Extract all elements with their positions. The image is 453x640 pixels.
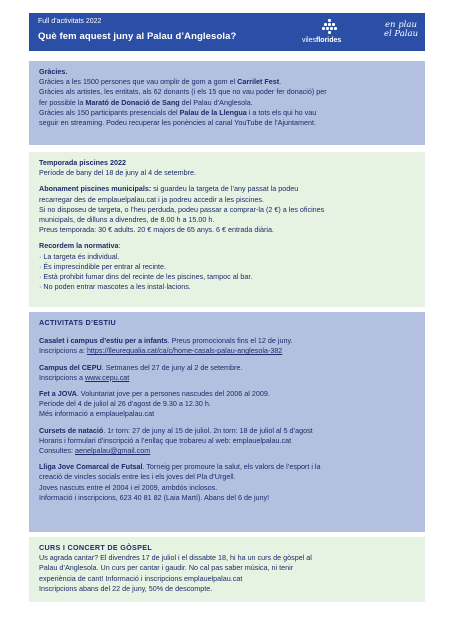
casalet-title: Casalet i campus d’estiu per a infants. Preus promocionals fins el 12 de juny. bbox=[39, 336, 293, 346]
futsal-line-3: Joves nascuts entre el 2004 i el 2009, ambdós inclosos. bbox=[39, 482, 218, 492]
gospel-line-4: Inscripcions abans del 22 de juny, 50% de descompte. bbox=[39, 583, 213, 593]
gracies-line-4: Gràcies als 150 participants presencials del Palau de la Llengua i a tots els qui ho vau bbox=[39, 107, 317, 117]
gospel-line-1: Us agrada cantar? El divendres 17 de juliol i el dissabte 18, hi ha un curs de gòspel al bbox=[39, 553, 312, 563]
cepu-title: Campus del CEPU. Setmanes del 27 de juny al 2 de setembre. bbox=[39, 362, 243, 372]
normativa-rule: · Està prohibit fumar dins del recinte de les piscines, tampoc al bar. bbox=[39, 272, 253, 282]
normativa-rule: · És imprescindible per entrar al recinte. bbox=[39, 261, 167, 271]
gospel-heading: CURS I CONCERT DE GÒSPEL bbox=[39, 543, 153, 552]
abonament-line-2: recarregar des de emplauelpalau.cat i ja podreu accedir a les piscines. bbox=[39, 194, 264, 204]
gospel-line-2: Palau d’Anglesola. Un curs per cantar i gaudir. No cal pas saber música, ni tenir bbox=[39, 563, 294, 573]
piscines-section bbox=[29, 152, 425, 307]
natacio-title: Cursets de natació. 1r torn: 27 de juny al 15 de juliol. 2n torn: 18 de juliol al 5 d’agost bbox=[39, 425, 313, 435]
header-kicker: Full d’activitats 2022 bbox=[38, 18, 102, 25]
abonament-line-4: municipals, de dilluns a divendres, de 8.00 h a 15.00 h. bbox=[39, 215, 215, 225]
piscines-heading: Temporada piscines 2022 bbox=[39, 158, 126, 167]
casalet-link[interactable]: https://lleurequalia.cat/ca/c/home-casals-palau-anglesola-382 bbox=[86, 346, 283, 356]
abonament-line-3: Si no disposeu de targeta, o l’heu perduda, podeu passar a comprar-la (2 €) a les oficines bbox=[39, 204, 325, 214]
natacio-email-link[interactable]: aenelpalau@gmail.com bbox=[74, 446, 151, 456]
gracies-heading: Gràcies. bbox=[39, 67, 68, 76]
jova-period: Període del 4 de juliol al 26 d’agost de 9.30 a 12.30 h. bbox=[39, 399, 211, 409]
flower-grid-icon bbox=[322, 19, 338, 35]
futsal-title: Lliga Jove Comarcal de Futsal. Torneig per promoure la salut, els valors de l’esport i la bbox=[39, 462, 321, 472]
jova-title: Fet a JOVA. Voluntariat jove per a persones nascudes del 2006 al 2009. bbox=[39, 389, 270, 399]
casalet-inscripcions: Inscripcions a: https://lleurequalia.cat/ca/c/home-casals-palau-anglesola-382 bbox=[39, 346, 283, 356]
abonament-prices: Preus temporada: 30 € adults. 20 € majors de 65 anys. 6 € entrada diària. bbox=[39, 225, 274, 235]
gospel-line-3: experiència de cant! Informació i inscripcions emplauelpalau.cat bbox=[39, 573, 243, 583]
gracies-line-2: Gràcies als artistes, les entitats, als 62 donants (i els 15 que no vau poder fer donació) per bbox=[39, 87, 327, 97]
gospel-section bbox=[29, 537, 425, 602]
natacio-horaris: Horaris i formulari d’inscripció a l’enllaç que trobareu al web: emplauelpalau.cat bbox=[39, 435, 292, 445]
gracies-line-5: seguir en streaming. Podeu recuperar les ponències al canal YouTube de l’Ajuntament. bbox=[39, 118, 317, 128]
page-header bbox=[29, 13, 425, 51]
normativa-rule: · No poden entrar mascotes a les instal·lacions. bbox=[39, 282, 191, 292]
jova-info: Més informació a emplauelpalau.cat bbox=[39, 409, 155, 419]
piscines-period: Període de bany del 18 de juny al 4 de setembre. bbox=[39, 168, 197, 178]
futsal-line-4: Informació i inscripcions, 623 40 81 82 (Laia Martí). Abans del 6 de juny! bbox=[39, 492, 270, 502]
natacio-consultes: Consultes: aenelpalau@gmail.com bbox=[39, 446, 151, 456]
futsal-line-2: creació de vincles socials entre les i els joves del Pla d’Urgell. bbox=[39, 472, 236, 482]
enplau-logo: en plau el Palau bbox=[383, 20, 419, 39]
gracies-section bbox=[29, 61, 425, 145]
vilesflorides-logo-text: vilesflorides bbox=[302, 37, 342, 44]
vilesflorides-logo bbox=[302, 19, 362, 47]
abonament-line-1: Abonament piscines municipals: si guardeu la targeta de l’any passat la podeu bbox=[39, 184, 299, 194]
gracies-line-3: fer possible la Marató de Donació de Sang del Palau d’Anglesola. bbox=[39, 97, 253, 107]
estiu-heading: ACTIVITATS D’ESTIU bbox=[39, 318, 117, 327]
normativa-rule: · La targeta és individual. bbox=[39, 251, 120, 261]
page-title: Què fem aquest juny al Palau d’Anglesola? bbox=[38, 31, 237, 42]
cepu-link[interactable]: www.cepu.cat bbox=[84, 372, 130, 382]
normativa-heading: Recordem la normativa: bbox=[39, 241, 121, 251]
cepu-inscripcions: Inscripcions a www.cepu.cat bbox=[39, 372, 130, 382]
gracies-line-1: Gràcies a les 1500 persones que vau omplir de gom a gom el Carrilet Fest. bbox=[39, 77, 282, 87]
estiu-section bbox=[29, 312, 425, 532]
